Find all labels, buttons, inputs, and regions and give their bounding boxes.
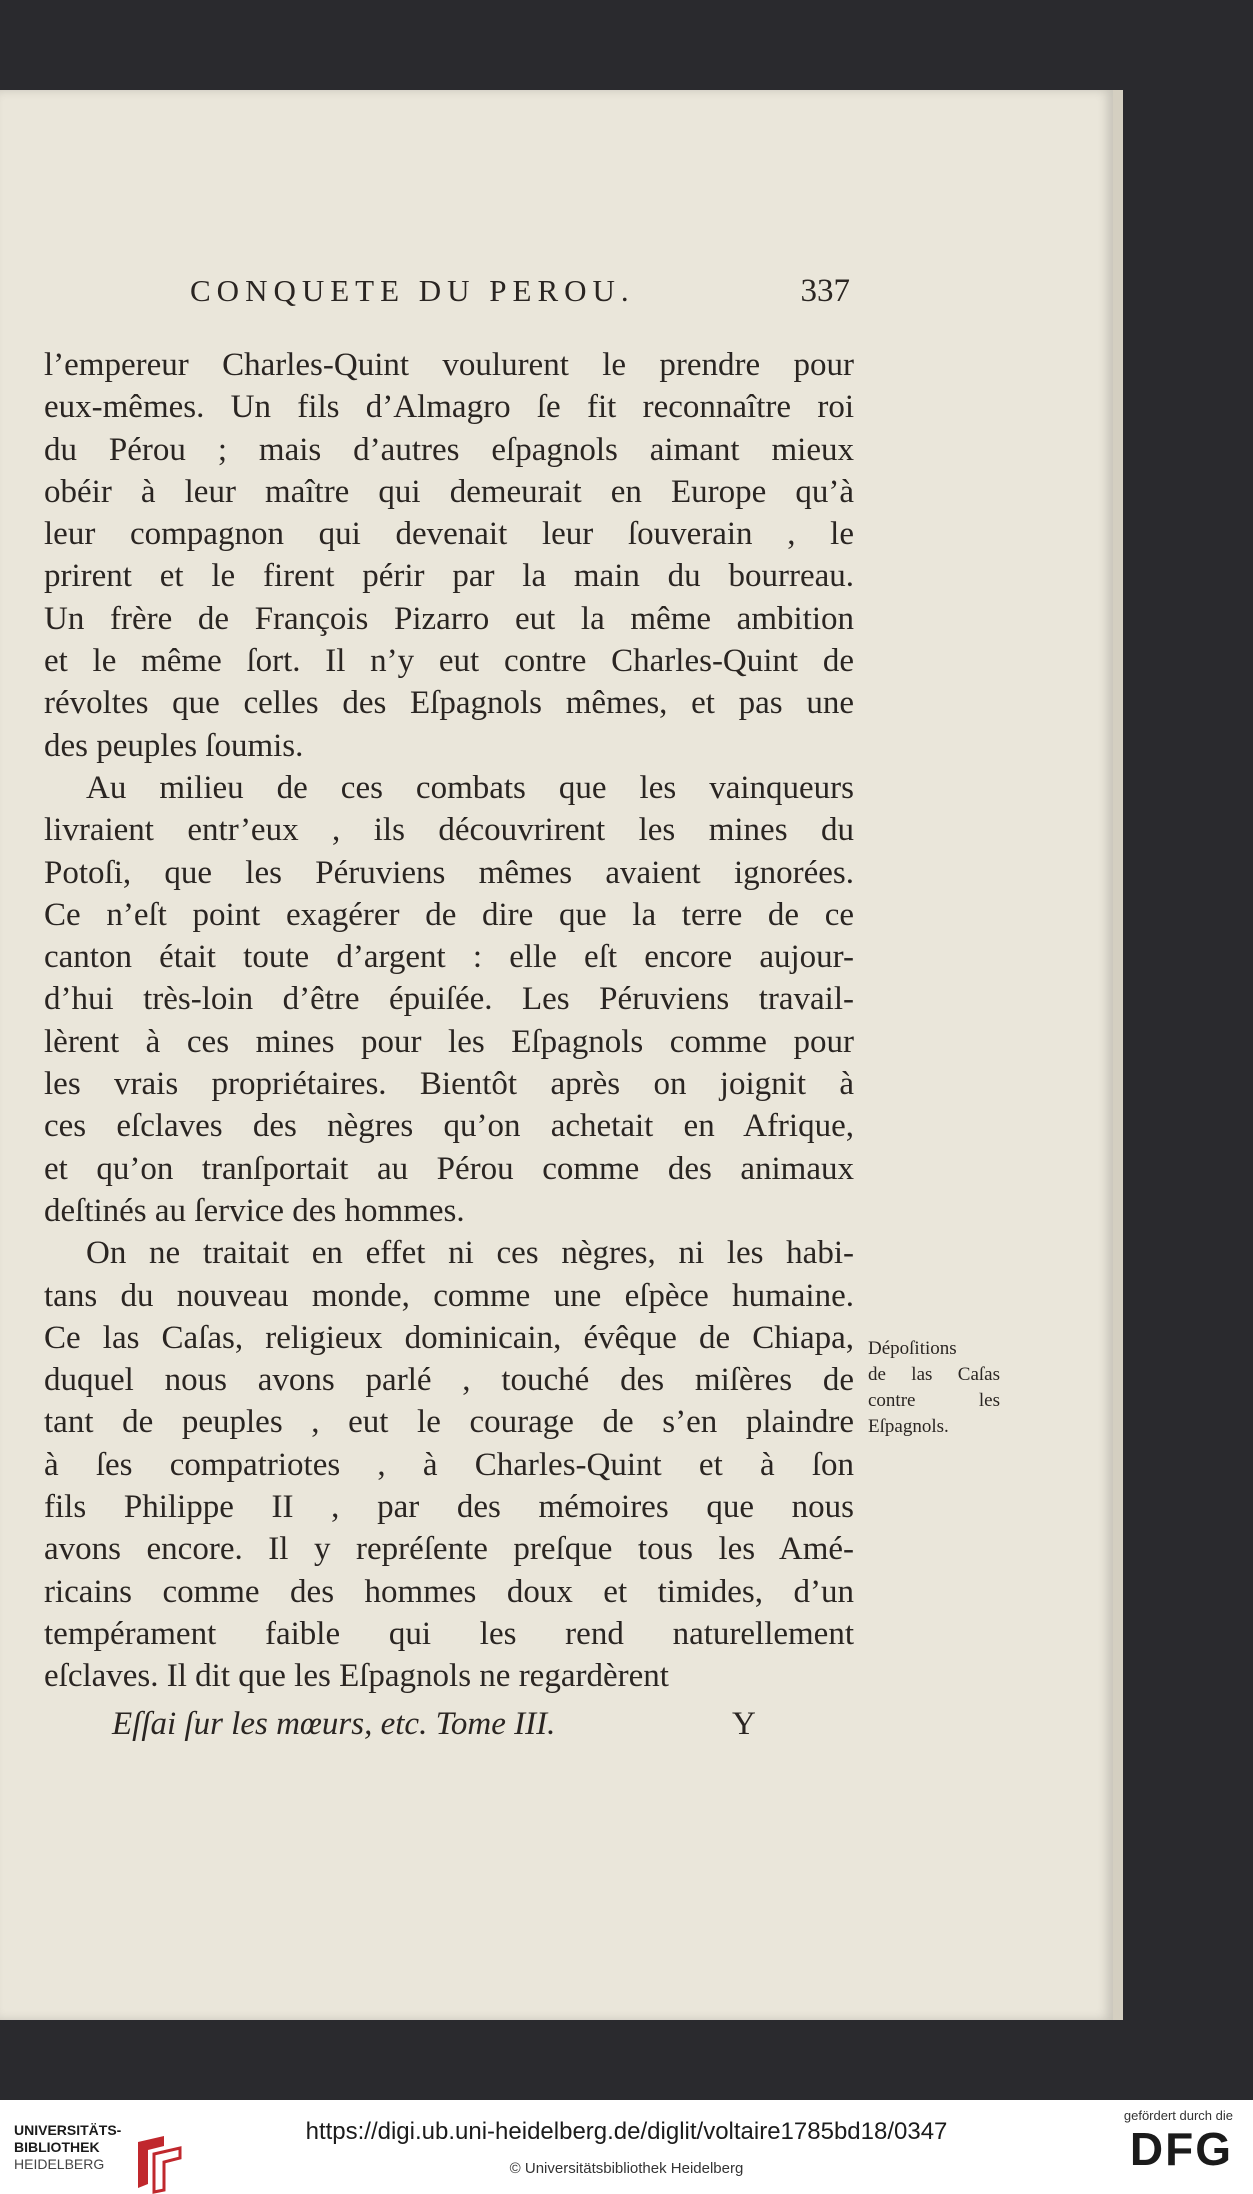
text-line: des peuples ſoumis.	[44, 727, 304, 764]
text-line: Ce n’eſt point exagérer de dire que la terre de ce	[44, 896, 854, 933]
text-line: tempérament faible qui les rend naturellement	[44, 1615, 854, 1652]
text-line: Potoſi, que les Péruviens mêmes avaient ignorées.	[44, 854, 854, 891]
signature-line	[112, 1706, 762, 1743]
text-line: On ne traitait en effet ni ces nègres, ni les habi-	[86, 1235, 854, 1272]
text-line: eſclaves. Il dit que les Eſpagnols ne regardèrent	[44, 1658, 669, 1695]
text-line: eux-mêmes. Un fils d’Almagro ſe fit reconnaître roi	[44, 389, 854, 426]
text-line: et le même ſort. Il n’y eut contre Charles-Quint de	[44, 643, 854, 680]
margin-note-line: Eſpagnols.	[868, 1416, 949, 1437]
text-line: du Pérou ; mais d’autres eſpagnols aimant mieux	[44, 431, 854, 468]
footer-bar	[0, 2100, 1253, 2194]
text-line: à ſes compatriotes , à Charles-Quint et à ſon	[44, 1446, 854, 1483]
text-line: leur compagnon qui devenait leur ſouverain , le	[44, 516, 854, 553]
text-line: Ce las Caſas, religieux dominicain, évêque de Chiapa,	[44, 1319, 854, 1356]
page-number: 337	[800, 273, 850, 309]
copyright-text: © Universitätsbibliothek Heidelberg	[509, 2160, 744, 2177]
margin-note-line: contre les	[868, 1390, 1000, 1411]
text-line: l’empereur Charles-Quint voulurent le prendre pour	[44, 347, 854, 383]
text-line: avons encore. Il y repréſente preſque tous les Amé-	[44, 1531, 854, 1568]
dfg-logo[interactable]	[1103, 2108, 1233, 2175]
signature-mark: Y	[732, 1706, 756, 1742]
text-line: deſtinés au ſervice des hommes.	[44, 1192, 465, 1229]
margin-note-line: de las Caſas	[868, 1364, 1000, 1385]
funded-by-text: gefördert durch die	[1123, 2108, 1233, 2123]
text-line: tant de peuples , eut le courage de s’en plaindre	[44, 1404, 854, 1441]
text-line: d’hui très-loin d’être épuiſée. Les Péruviens travail-	[44, 981, 854, 1018]
text-line: prirent et le firent périr par la main du bourreau.	[44, 558, 854, 595]
text-line: Au milieu de ces combats que les vainqueurs	[86, 769, 854, 806]
text-line: et qu’on tranſportait au Pérou comme des animaux	[44, 1150, 854, 1187]
library-name-line: UNIVERSITÄTS-	[14, 2122, 122, 2138]
margin-note	[868, 1336, 1000, 1440]
text-line: fils Philippe II , par des mémoires que nous	[44, 1489, 854, 1526]
library-name-line: BIBLIOTHEK	[14, 2139, 100, 2155]
text-line: ricains comme des hommes doux et timides, d’un	[44, 1573, 854, 1610]
text-line: Un frère de François Pizarro eut la même ambition	[44, 600, 854, 637]
running-title: CONQUETE DU PEROU.	[190, 273, 635, 308]
text-line: lèrent à ces mines pour les Eſpagnols comme pour	[44, 1023, 854, 1060]
margin-note-line: Dépoſitions	[868, 1338, 957, 1359]
body-text	[44, 344, 854, 1698]
text-line: ces eſclaves des nègres qu’on achetait en Afrique,	[44, 1108, 854, 1145]
text-line: duquel nous avons parlé , touché des miſères de	[44, 1362, 854, 1399]
text-line: révoltes que celles des Eſpagnols mêmes, et pas une	[44, 685, 854, 722]
text-line: livraient entr’eux , ils découvrirent les mines du	[44, 812, 854, 849]
signature-title: Eſſai ſur les mœurs, etc. Tome III.	[112, 1706, 556, 1742]
page-edge	[1113, 90, 1123, 2020]
page-url-link[interactable]: https://digi.ub.uni-heidelberg.de/diglit/voltaire1785bd18/0347	[305, 2118, 948, 2145]
text-line: canton était toute d’argent : elle eſt encore aujour-	[44, 939, 854, 976]
running-header	[190, 273, 850, 323]
text-line: obéir à leur maître qui demeurait en Europe qu’à	[44, 473, 854, 510]
dfg-wordmark: DFG	[1129, 2123, 1233, 2175]
library-name-line: HEIDELBERG	[14, 2156, 105, 2172]
text-line: tans du nouveau monde, comme une eſpèce humaine.	[44, 1277, 854, 1314]
text-line: les vrais propriétaires. Bientôt après on joignit à	[44, 1066, 854, 1103]
